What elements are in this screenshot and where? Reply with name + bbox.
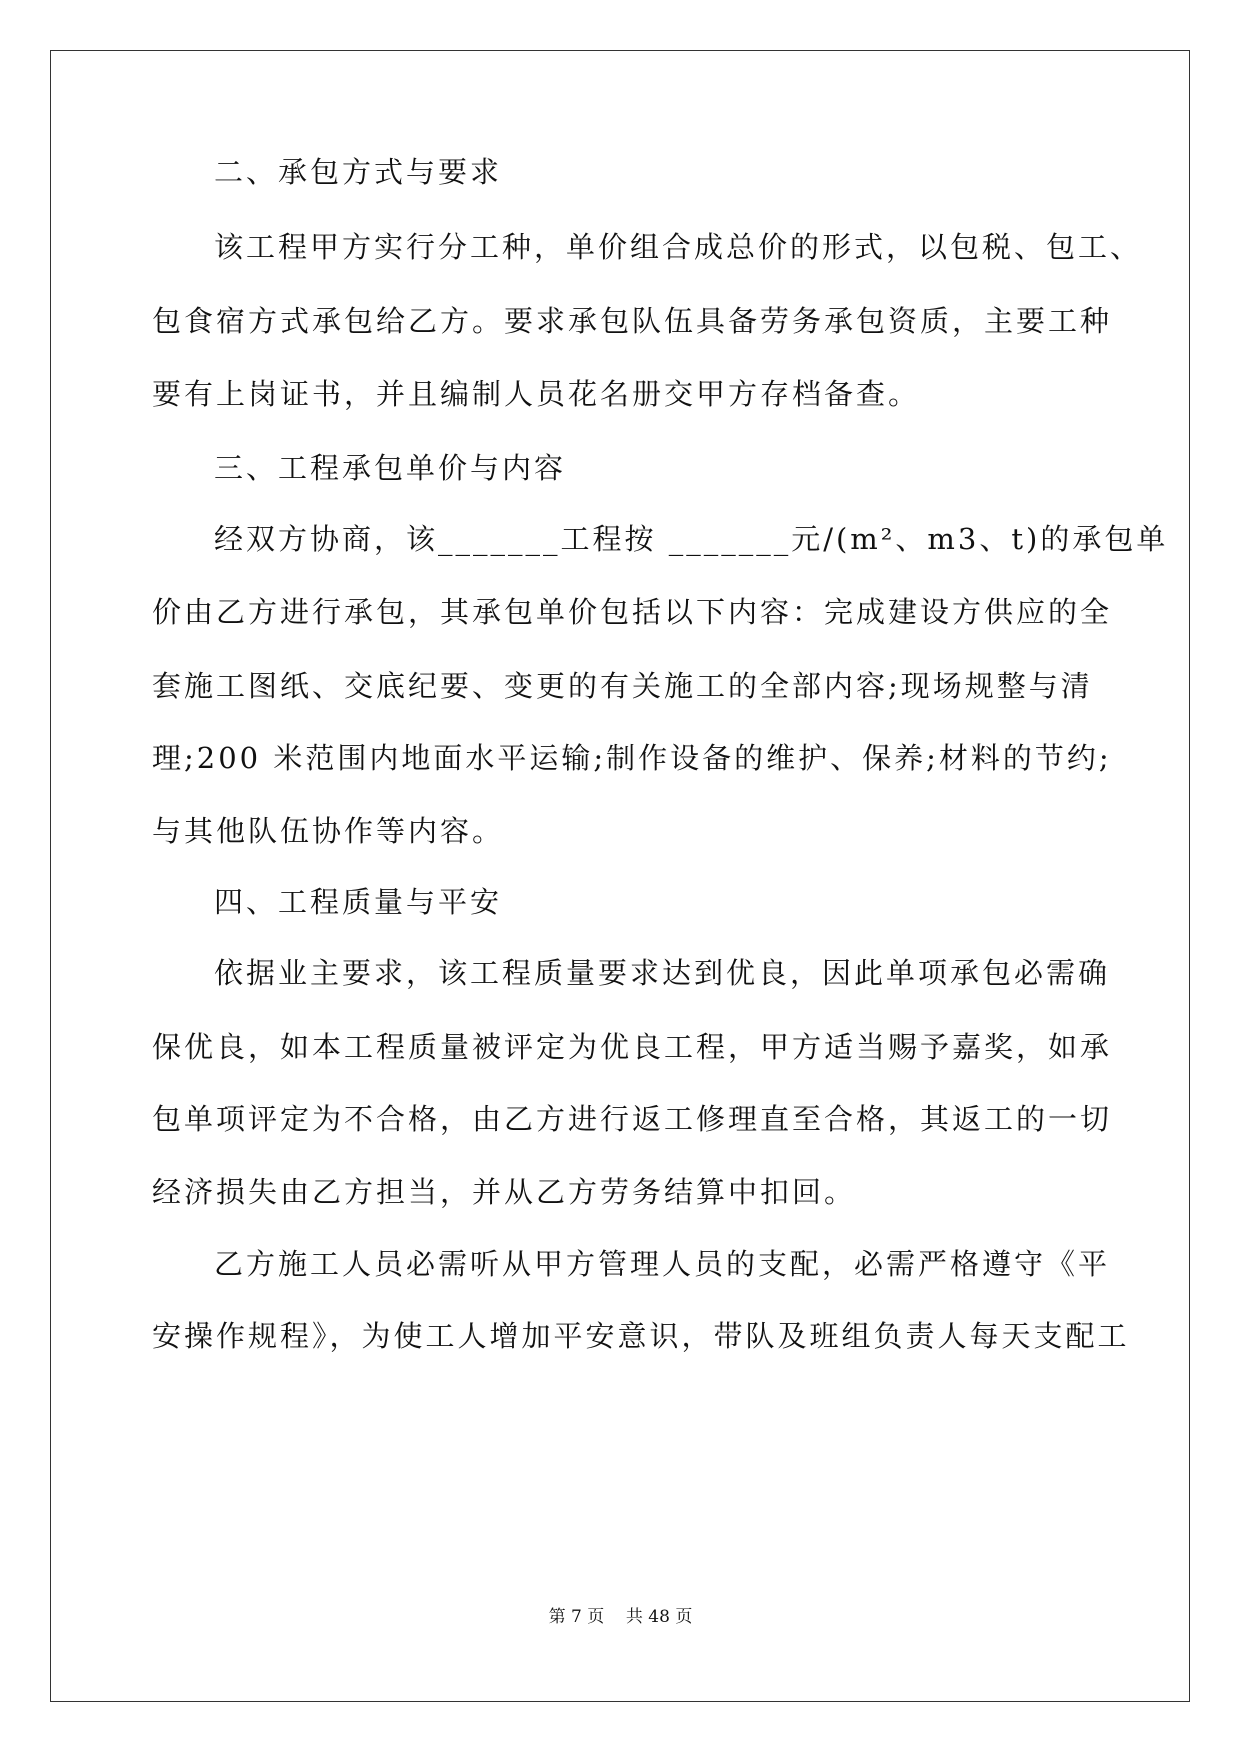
- paragraph-line: 经双方协商，该_______工程按 _______元/(m²、m3、t)的承包单: [214, 522, 1169, 556]
- paragraph-line: 安操作规程》，为使工人增加平安意识，带队及班组负责人每天支配工: [152, 1319, 1130, 1353]
- paragraph-line: 乙方施工人员必需听从甲方管理人员的支配，必需严格遵守《平: [214, 1247, 1111, 1281]
- section-heading-2: 二、承包方式与要求: [214, 155, 503, 189]
- section-heading-3: 三、工程承包单价与内容: [214, 451, 567, 485]
- paragraph-line: 依据业主要求，该工程质量要求达到优良，因此单项承包必需确: [214, 956, 1111, 990]
- section-heading-4: 四、工程质量与平安: [214, 885, 503, 919]
- paragraph-line: 要有上岗证书，并且编制人员花名册交甲方存档备查。: [152, 377, 921, 411]
- paragraph-line: 与其他队伍协作等内容。: [152, 814, 505, 848]
- paragraph-line: 该工程甲方实行分工种，单价组合成总价的形式，以包税、包工、: [214, 230, 1143, 264]
- page-number: 第 7 页 共 48 页: [548, 1607, 693, 1627]
- paragraph-line: 价由乙方进行承包，其承包单价包括以下内容：完成建设方供应的全: [152, 595, 1113, 629]
- paragraph-line: 套施工图纸、交底纪要、变更的有关施工的全部内容;现场规整与清: [152, 669, 1093, 703]
- page-border: [50, 50, 1190, 1702]
- paragraph-line: 理;200 米范围内地面水平运输;制作设备的维护、保养;材料的节约;: [152, 741, 1112, 775]
- paragraph-line: 经济损失由乙方担当，并从乙方劳务结算中扣回。: [152, 1175, 857, 1209]
- paragraph-line: 包食宿方式承包给乙方。要求承包队伍具备劳务承包资质，主要工种: [152, 304, 1113, 338]
- paragraph-line: 保优良，如本工程质量被评定为优良工程，甲方适当赐予嘉奖，如承: [152, 1030, 1113, 1064]
- paragraph-line: 包单项评定为不合格，由乙方进行返工修理直至合格，其返工的一切: [152, 1102, 1113, 1136]
